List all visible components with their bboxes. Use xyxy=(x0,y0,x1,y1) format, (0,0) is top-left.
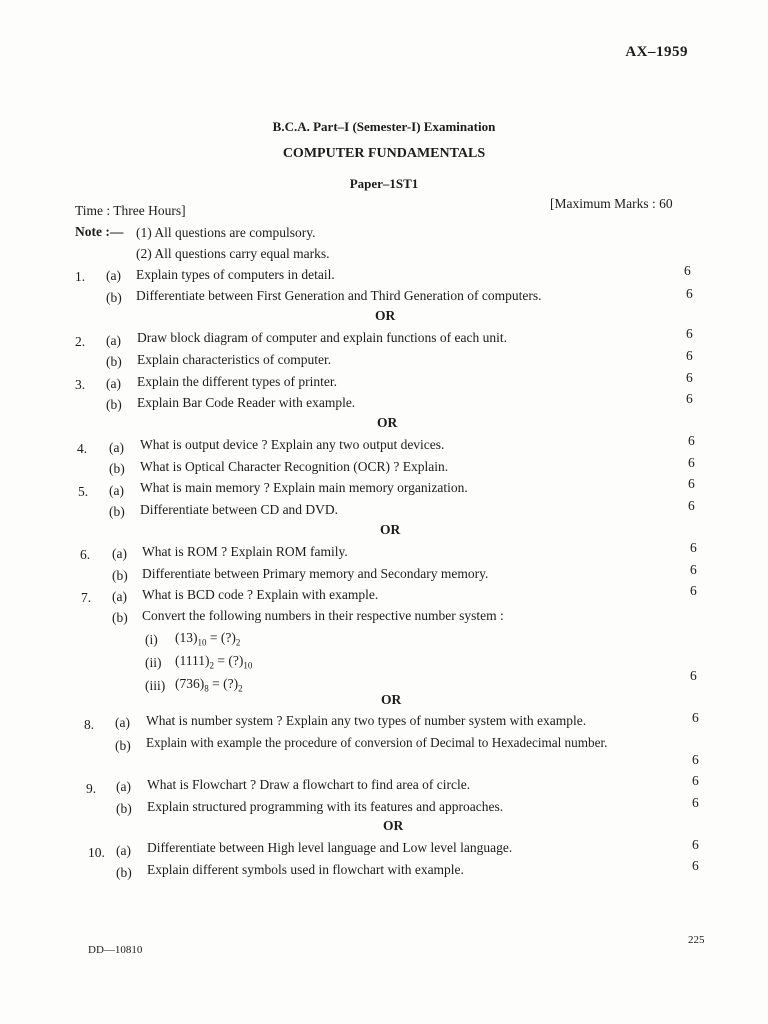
question-number: 7. xyxy=(81,590,92,605)
question-part-label: (b) xyxy=(106,397,122,412)
paper-number: Paper–1ST1 xyxy=(349,176,419,191)
note-item-2: (2) All questions carry equal marks. xyxy=(136,246,330,261)
question-number: 5. xyxy=(78,484,89,499)
question-marks: 6 xyxy=(692,795,699,810)
question-part-label: (a) xyxy=(106,333,121,348)
question-marks: 6 xyxy=(688,476,695,491)
or-separator: OR xyxy=(380,522,401,537)
question-marks: 6 xyxy=(688,455,695,470)
question-part-label: (b) xyxy=(112,610,128,625)
question-text: Differentiate between CD and DVD. xyxy=(140,502,339,517)
or-separator: OR xyxy=(375,308,396,323)
question-part-label: (a) xyxy=(115,715,130,730)
question-part-label: (a) xyxy=(109,483,124,498)
question-text: What is main memory ? Explain main memory organization. xyxy=(140,480,468,495)
question-text: Explain types of computers in detail. xyxy=(136,267,335,282)
time-allowed: Time : Three Hours] xyxy=(75,203,186,218)
question-part-label: (a) xyxy=(112,546,127,561)
question-text: What is number system ? Explain any two types of number system with example. xyxy=(146,713,587,728)
question-text: What is output device ? Explain any two output devices. xyxy=(140,437,445,452)
question-marks: 6 xyxy=(690,668,697,683)
question-part-label: (a) xyxy=(116,779,131,794)
question-part-label: (a) xyxy=(112,589,127,604)
question-marks: 6 xyxy=(686,370,693,385)
question-marks: 6 xyxy=(692,837,699,852)
question-text: Differentiate between High level language and Low level language. xyxy=(147,840,513,855)
question-part-label: (a) xyxy=(116,843,131,858)
question-part-label: (b) xyxy=(106,290,122,305)
conversion-expression: $(13)_{10}$ = $(?)_2$ xyxy=(175,630,241,648)
question-marks: 6 xyxy=(686,391,693,406)
question-marks: 6 xyxy=(690,562,697,577)
maximum-marks: [Maximum Marks : 60 xyxy=(550,196,673,211)
question-number: 10. xyxy=(88,845,105,860)
question-text: What is Optical Character Recognition (OCR) ? Explain. xyxy=(140,459,449,474)
subpart-label: (iii) xyxy=(145,678,166,693)
question-marks: 6 xyxy=(684,263,691,278)
question-marks: 6 xyxy=(690,540,697,555)
question-part-label: (b) xyxy=(115,738,131,753)
or-separator: OR xyxy=(377,415,398,430)
question-text: Explain the different types of printer. xyxy=(137,374,337,389)
question-marks: 6 xyxy=(688,433,695,448)
question-part-label: (a) xyxy=(106,376,121,391)
question-marks: 6 xyxy=(692,773,699,788)
note-item-1: (1) All questions are compulsory. xyxy=(136,225,316,240)
question-text: Explain different symbols used in flowchart with example. xyxy=(147,862,464,877)
question-part-label: (b) xyxy=(109,504,125,519)
subpart-label: (ii) xyxy=(145,655,162,670)
question-marks: 6 xyxy=(692,752,699,767)
conversion-expression: $(1111)_2$ = $(?)_{10}$ xyxy=(175,653,253,671)
question-text: What is Flowchart ? Draw a flowchart to find area of circle. xyxy=(147,777,471,792)
question-marks: 6 xyxy=(688,498,695,513)
question-marks: 6 xyxy=(686,286,693,301)
subpart-label: (i) xyxy=(145,632,158,647)
question-text: Explain with example the procedure of conversion of Decimal to Hexadecimal number. xyxy=(146,735,608,750)
page-number: 225 xyxy=(688,934,705,946)
exam-title: B.C.A. Part–I (Semester-I) Examination xyxy=(272,119,496,134)
question-part-label: (b) xyxy=(116,865,132,880)
question-text: Convert the following numbers in their respective number system : xyxy=(142,608,504,623)
question-text: Differentiate between First Generation and Third Generation of computers. xyxy=(136,288,542,303)
or-separator: OR xyxy=(381,692,402,707)
question-part-label: (a) xyxy=(106,268,121,283)
question-text: Explain Bar Code Reader with example. xyxy=(137,395,356,410)
question-text: Differentiate between Primary memory and Secondary memory. xyxy=(142,566,489,581)
question-part-label: (b) xyxy=(106,354,122,369)
note-label: Note :— xyxy=(75,224,124,239)
or-separator: OR xyxy=(383,818,404,833)
question-text: Draw block diagram of computer and explain functions of each unit. xyxy=(137,330,508,345)
question-part-label: (a) xyxy=(109,440,124,455)
question-text: Explain structured programming with its features and approaches. xyxy=(147,799,504,814)
footer-code: DD—10810 xyxy=(88,944,143,956)
question-marks: 6 xyxy=(692,858,699,873)
question-part-label: (b) xyxy=(112,568,128,583)
question-number: 8. xyxy=(84,717,95,732)
question-number: 2. xyxy=(75,334,86,349)
question-marks: 6 xyxy=(686,326,693,341)
question-number: 3. xyxy=(75,377,86,392)
question-number: 4. xyxy=(77,441,88,456)
question-number: 1. xyxy=(75,269,86,284)
question-number: 9. xyxy=(86,781,97,796)
question-number: 6. xyxy=(80,547,91,562)
question-text: What is ROM ? Explain ROM family. xyxy=(142,544,348,559)
question-text: What is BCD code ? Explain with example. xyxy=(142,587,379,602)
question-text: Explain characteristics of computer. xyxy=(137,352,332,367)
question-part-label: (b) xyxy=(116,801,132,816)
subject-title: COMPUTER FUNDAMENTALS xyxy=(282,146,486,161)
paper-code: AX–1959 xyxy=(625,44,688,60)
question-marks: 6 xyxy=(686,348,693,363)
question-marks: 6 xyxy=(690,583,697,598)
question-marks: 6 xyxy=(692,710,699,725)
conversion-expression: $(736)_8$ = $(?)_2$ xyxy=(175,676,243,694)
question-part-label: (b) xyxy=(109,461,125,476)
